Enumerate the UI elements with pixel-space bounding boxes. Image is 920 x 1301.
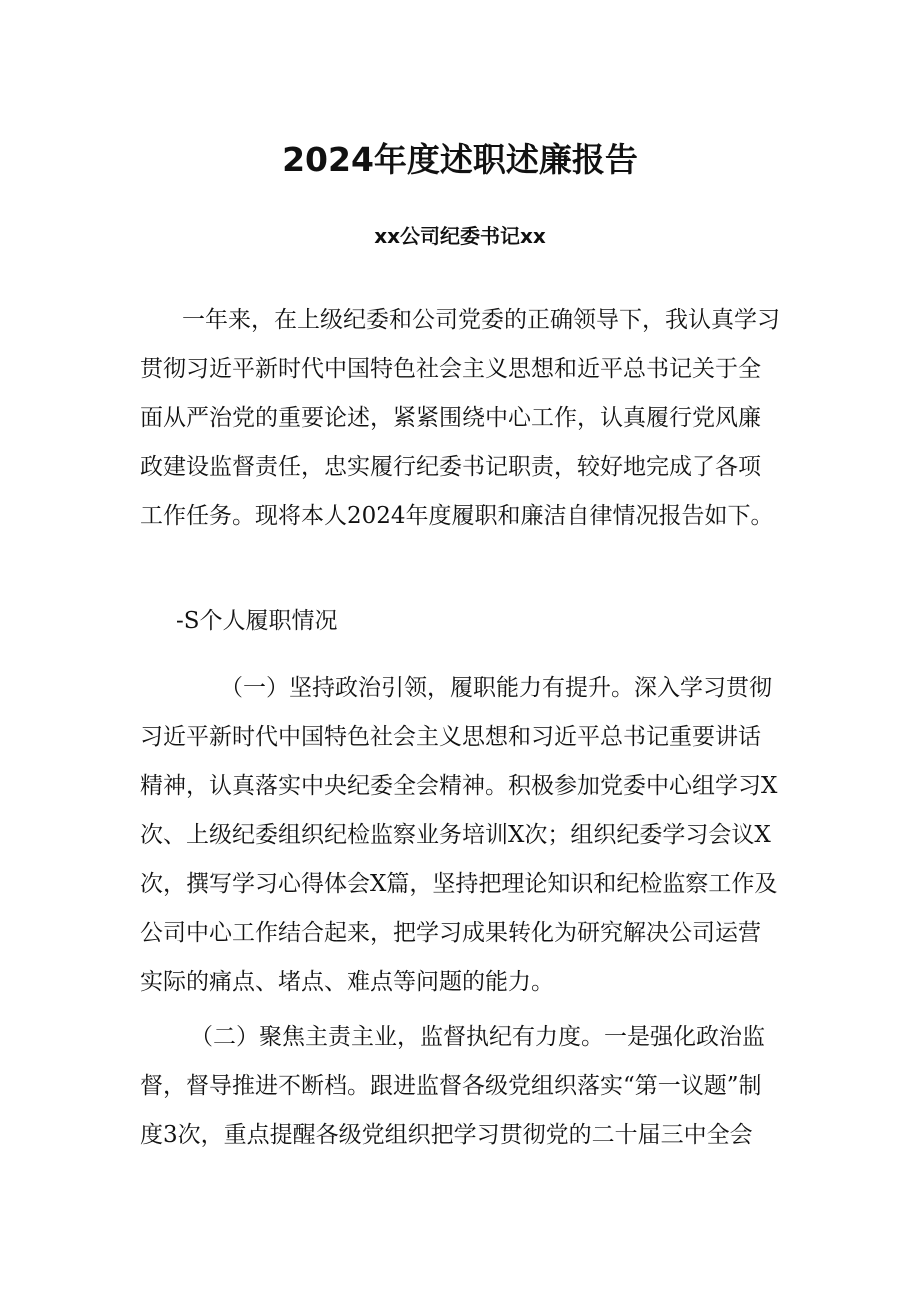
item-two-paragraph: （二）聚焦主责主业，监督执纪有力度。一是强化政治监督，督导推进不断档。跟进监督各级党组织落实“第一议题”制度3次，重点提醒各级党组织把学习贯彻党的二十届三中全会 — [140, 1024, 765, 1148]
document-title: 2024年度述职述廉报告 — [282, 140, 638, 179]
section-heading: -S个人履职情况 — [176, 608, 338, 634]
document-subtitle: xx公司纪委书记xx — [374, 224, 546, 248]
intro-paragraph: 一年来，在上级纪委和公司党委的正确领导下，我认真学习贯彻习近平新时代中国特色社会主义思想和近平总书记关于全面从严治党的重要论述，紧紧围绕中心工作，认真履行党风廉政建设监督责任，忠实履行纪委书记职责，较好地完成了各项工作任务。现将本人2024年度履职和廉洁自律情况报告如下。 — [140, 307, 780, 529]
item-one-paragraph: （一）坚持政治引领，履职能力有提升。深入学习贯彻习近平新时代中国特色社会主义思想和习近平总书记重要讲话精神，认真落实中央纪委全会精神。积极参加党委中心组学习X次、上级纪委组织纪检监察业务培训X次；组织纪委学习会议X次，撰写学习心得体会X篇，坚持把理论知识和纪检监察工作及公司中心工作结合起来，把学习成果转化为研究解决公司运营实际的痛点、堵点、难点等问题的能力。 — [140, 675, 778, 995]
